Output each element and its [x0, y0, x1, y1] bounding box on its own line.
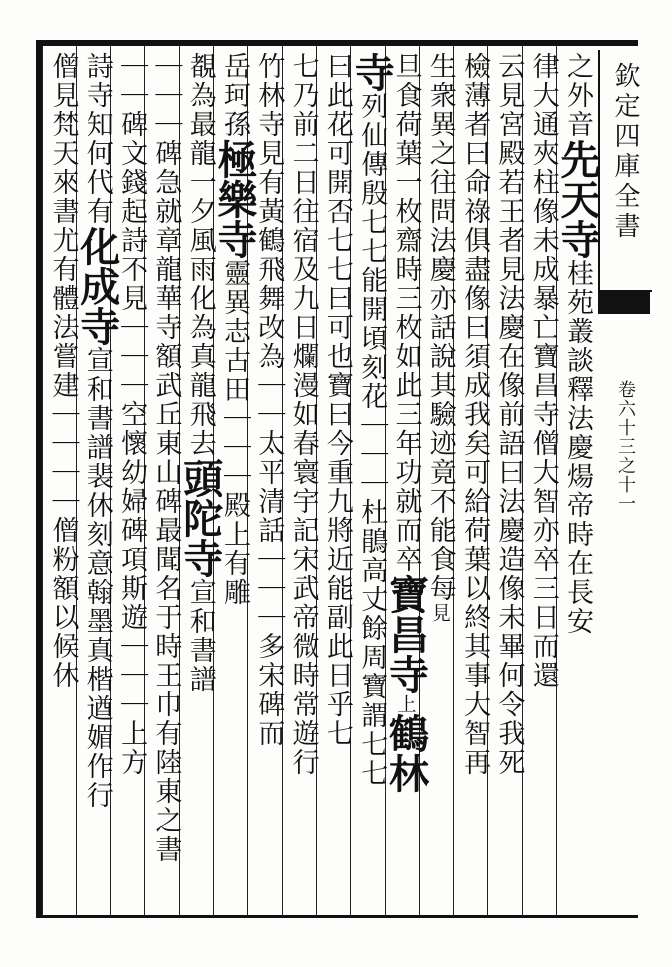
- text-segment: 岳珂孫: [219, 52, 250, 139]
- text-column: [457, 52, 491, 912]
- text-segment: ｜｜｜碑急就章龍華寺額武丘東山碑最聞名于時王巾有: [150, 52, 182, 748]
- text-column: [148, 52, 182, 912]
- text-column: [286, 52, 320, 912]
- text-column: [491, 52, 525, 912]
- text-segment: 竹林寺見有黃鶴飛舞改為｜｜太平清話｜｜｜多宋碑而: [253, 52, 285, 748]
- book-title: 欽定四庫全書: [610, 62, 640, 242]
- text-segment: 律大通: [527, 52, 559, 139]
- text-segment: 見: [428, 603, 451, 622]
- text-segment: 云見宮殿若王者見法慶在像前語曰法慶造像未畢何令我死: [493, 52, 525, 777]
- frame-top-rule: [38, 40, 638, 46]
- frame-bottom-rule: [38, 915, 638, 918]
- text-segment: 宣和書譜: [184, 578, 216, 694]
- text-segment: 七乃前二日往宿及九日爛漫如春寰宇記宋武帝微時常遊行: [287, 52, 319, 777]
- temple-heading: 極樂寺: [211, 139, 258, 259]
- text-column: [114, 52, 148, 912]
- text-segment: 之外音: [562, 52, 593, 139]
- text-segment: 上: [394, 694, 417, 713]
- text-column: [73, 52, 121, 912]
- text-segment: ｜｜碑文錢起詩不見｜｜｜空懷幼婦碑項斯遊｜｜｜上方: [116, 52, 148, 777]
- text-segment: 旦食荷葉一枚齋時三枚如此三年功就而卒: [390, 52, 422, 574]
- text-column: [320, 52, 354, 912]
- text-column: [554, 52, 601, 912]
- text-segment: 生衆異之往問法慶亦話說其驗迹竟不能食每: [424, 52, 456, 603]
- temple-heading: 頭陀寺: [176, 458, 224, 578]
- text-column: [176, 52, 224, 912]
- text-column: [348, 52, 396, 912]
- text-column: [526, 52, 560, 912]
- column-rule: [42, 46, 43, 916]
- text-segment: 曰此花可開否七七曰可也寶曰今重九將近能副此日乎七: [321, 52, 353, 748]
- text-segment: 桂苑叢談釋法慶煬帝時在長安: [562, 259, 593, 636]
- text-segment: 僧見梵天來: [47, 52, 79, 197]
- volume-label: 卷六十三之十一: [615, 380, 636, 513]
- text-segment: 宣和書譜裴休刻意翰墨真楷遒媚作行: [81, 346, 113, 810]
- text-segment: 檢薄者曰命祿俱盡像曰須成我矣可給荷葉以終其事大智再: [459, 52, 491, 777]
- text-segment: 靈異志古田｜｜｜殿上有雕: [219, 259, 250, 607]
- temple-heading: 寺: [348, 52, 396, 92]
- temple-heading: 寶昌寺: [382, 574, 430, 694]
- text-column: [382, 52, 430, 912]
- text-segment: 陸東之書: [150, 748, 182, 864]
- fish-tail-mark: [598, 290, 650, 314]
- temple-heading: 化成寺: [73, 226, 121, 346]
- text-segment: 夾柱像未成暴亡寶昌寺僧大智亦卒三日而還: [527, 139, 559, 690]
- temple-heading: 先天寺: [554, 139, 601, 259]
- text-segment: 詩寺知何代有: [81, 52, 113, 226]
- text-segment: 龍一夕風雨化為真龍飛去: [184, 139, 216, 458]
- text-segment: 書尤有體法嘗建｜｜｜｜僧粉額以候休: [47, 197, 79, 690]
- temple-heading: 鶴林: [382, 713, 430, 793]
- text-segment: 覩為最: [184, 52, 216, 139]
- text-segment: 列仙傳殷七七能開頃刻花｜｜｜杜鵑高丈餘周寶謂七七: [356, 92, 388, 788]
- text-column: [46, 52, 80, 912]
